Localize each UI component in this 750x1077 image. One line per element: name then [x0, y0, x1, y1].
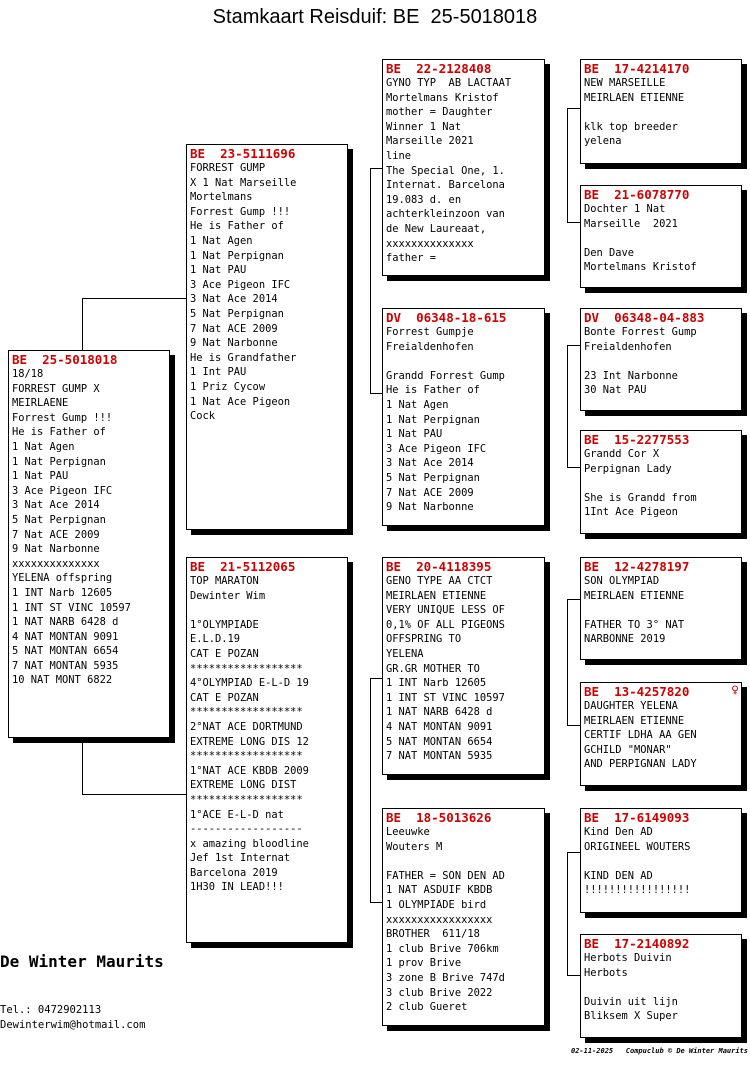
connector-line [567, 108, 568, 223]
pigeon-card-great-grandparent-3 [580, 308, 742, 411]
pedigree-line: 4°OLYMPIAD E-L-D 19 [190, 677, 309, 690]
footer-credit: 02-11-2025 Compuclub © De Winter Maurits [570, 1047, 748, 1055]
pedigree-line: xxxxxxxxxxxxxxxxx [386, 913, 493, 926]
ring-number: BE 12-4278197 [584, 559, 690, 574]
ring-number: BE 22-2128408 [386, 61, 492, 76]
pedigree-line: Marseille 2021 [584, 217, 678, 230]
pedigree-line: YELENA [386, 647, 424, 660]
pedigree-line [584, 603, 738, 618]
pedigree-line: Barcelona 2019 [190, 866, 278, 879]
pedigree-line: KIND DEN AD [584, 869, 653, 882]
pedigree-line: Freialdenhofen [386, 340, 474, 353]
pedigree-line: BROTHER 611/18 [386, 928, 480, 941]
pedigree-line [190, 603, 344, 618]
pedigree-line: Forrest Gumpje [386, 326, 474, 338]
pedigree-line: 7 NAT MONTAN 5935 [386, 750, 493, 763]
pedigree-line: line [386, 149, 412, 162]
pedigree-line: klk top breeder [584, 120, 678, 133]
pedigree-line: CERTIF LDHA AA GEN [584, 729, 697, 742]
ring-number: DV 06348-18-615 [386, 310, 507, 325]
pigeon-card-father [186, 144, 348, 530]
pedigree-line: Marseille 2021 [386, 135, 474, 148]
pedigree-line: CAT E POZAN [190, 691, 259, 704]
pedigree-line: 1 Priz Cycow [190, 380, 266, 393]
pedigree-line: ****************** [190, 662, 303, 675]
pedigree-line: ------------------ [190, 823, 303, 836]
pedigree-line: 1 INT ST VINC 10597 [386, 691, 505, 704]
pedigree-line: 3 zone B Brive 747d [386, 971, 505, 984]
pedigree-line: 10 NAT MONT 6822 [12, 674, 113, 687]
pedigree-line: 1 Nat PAU [190, 264, 247, 277]
pedigree-line: Den Dave [584, 246, 635, 259]
pedigree-line: 1 NAT NARB 6428 d [12, 616, 119, 629]
pedigree-line: Wouters M [386, 840, 443, 853]
pedigree-line: 7 Nat ACE 2009 [386, 486, 474, 499]
pedigree-line: 3 Ace Pigeon IFC [190, 278, 291, 291]
pedigree-line: 1 INT Narb 12605 [386, 677, 487, 690]
ring-number: DV 06348-04-883 [584, 310, 705, 325]
pedigree-line: Internat. Barcelona [386, 179, 505, 192]
pedigree-line: 2°NAT ACE DORTMUND [190, 720, 303, 733]
pedigree-line: 5 Nat Perpignan [190, 307, 284, 320]
pedigree-line: Cock [190, 410, 216, 423]
pedigree-line: 5 Nat Perpignan [386, 471, 480, 484]
pedigree-line: Leeuwke [386, 826, 430, 838]
pedigree-line: OFFSPRING TO [386, 633, 462, 646]
pedigree-line: TOP MARATON [190, 575, 259, 587]
pedigree-line: Winner 1 Nat [386, 120, 462, 133]
pedigree-line: 1 INT Narb 12605 [12, 586, 113, 599]
pedigree-line: 1 Nat Perpignan [386, 413, 480, 426]
pedigree-line: FATHER TO 3° NAT [584, 618, 685, 631]
connector-line [567, 599, 568, 726]
owner-phone: Tel.: 0472902113 [0, 1004, 102, 1016]
connector-line [370, 678, 371, 903]
pedigree-line: 3 Nat Ace 2014 [386, 457, 474, 470]
pedigree-line [584, 980, 738, 995]
pedigree-line: GR.GR MOTHER TO [386, 662, 480, 675]
owner-email[interactable]: Dewinterwim@hotmail.com [0, 1019, 146, 1031]
pedigree-line: MEIRLAEN ETIENNE [584, 714, 685, 727]
pedigree-line: Mortelmans Kristof [584, 261, 697, 274]
pedigree-line [584, 476, 738, 491]
pedigree-line: 1°ACE E-L-D nat [190, 808, 284, 821]
pedigree-line: father = [386, 252, 437, 265]
pedigree-line: 1 Nat PAU [12, 470, 69, 483]
female-symbol-icon: ♀ [731, 683, 739, 698]
pedigree-line: 1°NAT ACE KBDB 2009 [190, 764, 309, 777]
pedigree-line: NARBONNE 2019 [584, 633, 666, 646]
pedigree-line: NEW MARSEILLE [584, 77, 666, 89]
connector-line [567, 852, 580, 853]
pigeon-card-great-grandparent-8 [580, 934, 742, 1038]
pedigree-line: VERY UNIQUE LESS OF [386, 604, 505, 617]
pedigree-line: FORREST GUMP [190, 162, 266, 174]
pedigree-line: ORIGINEEL WOUTERS [584, 840, 691, 853]
pedigree-line: 3 Ace Pigeon IFC [12, 484, 113, 497]
pedigree-line: 4 NAT MONTAN 9091 [386, 720, 493, 733]
pedigree-line: 1 Nat Ace Pigeon [190, 395, 291, 408]
pigeon-card-maternal-grandmother [382, 808, 545, 1026]
pedigree-line: mother = Daughter [386, 106, 493, 119]
pedigree-line: 9 Nat Narbonne [190, 337, 278, 350]
pigeon-card-great-grandparent-1 [580, 59, 742, 164]
pedigree-line: ****************** [190, 750, 303, 763]
pigeon-card-great-grandparent-5 [580, 557, 742, 660]
pedigree-line: Mortelmans [190, 191, 253, 204]
connector-line [567, 345, 568, 468]
pedigree-line: 3 Nat Ace 2014 [12, 499, 100, 512]
pedigree-line: 1 NAT ASDUIF KBDB [386, 884, 493, 897]
pedigree-line: GCHILD "MONAR" [584, 743, 672, 756]
pedigree-line [584, 105, 738, 120]
connector-line [370, 902, 382, 903]
pedigree-line: 3 Nat Ace 2014 [190, 293, 278, 306]
pigeon-card-subject [8, 350, 170, 738]
pedigree-line: ****************** [190, 706, 303, 719]
pedigree-line: 7 Nat ACE 2009 [190, 322, 278, 335]
pigeon-card-paternal-grandfather [382, 59, 545, 276]
pedigree-line: MEIRLAEN ETIENNE [584, 91, 685, 104]
pedigree-line: YELENA offspring [12, 572, 113, 585]
connector-line [567, 345, 580, 346]
pedigree-line: EXTREME LONG DIST [190, 779, 297, 792]
pedigree-line: 1 Nat Perpignan [12, 455, 106, 468]
pedigree-line: de New Laureaat, [386, 222, 487, 235]
pigeon-card-paternal-grandmother [382, 308, 545, 526]
pedigree-line: He is Father of [12, 426, 106, 439]
pedigree-line: 1°OLYMPIADE [190, 618, 259, 631]
pedigree-line: Bonte Forrest Gump [584, 326, 697, 338]
pedigree-line [584, 354, 738, 369]
pedigree-line: 1 Nat Agen [12, 440, 75, 453]
pedigree-line: 7 NAT MONTAN 5935 [12, 659, 119, 672]
pedigree-line: 3 club Brive 2022 [386, 986, 493, 999]
connector-line [370, 168, 371, 394]
pedigree-line: AND PERPIGNAN LADY [584, 758, 697, 771]
connector-line [370, 168, 382, 169]
pedigree-line: Bliksem X Super [584, 1010, 678, 1023]
pedigree-line: ****************** [190, 793, 303, 806]
ring-number: BE 20-4118395 [386, 559, 492, 574]
pedigree-line [584, 854, 738, 869]
pedigree-line: X 1 Nat Marseille [190, 176, 297, 189]
pedigree-line: MEIRLAEN ETIENNE [386, 589, 487, 602]
pedigree-line: 5 NAT MONTAN 6654 [386, 735, 493, 748]
pedigree-line: Grandd Cor X [584, 448, 660, 460]
pedigree-line: Freialdenhofen [584, 340, 672, 353]
pedigree-line: 1 Nat PAU [386, 428, 443, 441]
pedigree-line: 5 Nat Perpignan [12, 513, 106, 526]
pedigree-line: Kind Den AD [584, 826, 653, 838]
pedigree-line: Dochter 1 Nat [584, 203, 666, 215]
pedigree-line: Herbots Duivin [584, 952, 672, 964]
ring-number: BE 17-6149093 [584, 810, 690, 825]
pedigree-line: MEIRLAEN ETIENNE [584, 589, 685, 602]
pedigree-line: She is Grandd from [584, 491, 697, 504]
pedigree-line: 3 Ace Pigeon IFC [386, 442, 487, 455]
ring-number: BE 17-2140892 [584, 936, 690, 951]
connector-line [82, 794, 187, 795]
pedigree-line: Forrest Gump !!! [12, 411, 113, 424]
ring-number: BE 15-2277553 [584, 432, 690, 447]
ring-number: BE 21-6078770 [584, 187, 690, 202]
pedigree-line: 1 prov Brive [386, 957, 462, 970]
pedigree-line: 2 club Gueret [386, 1001, 468, 1014]
pigeon-card-great-grandparent-6 [580, 682, 742, 786]
pedigree-line: Dewinter Wim [190, 589, 266, 602]
pedigree-line: Forrest Gump !!! [190, 205, 291, 218]
connector-line [567, 852, 568, 976]
pigeon-card-maternal-grandfather [382, 557, 545, 775]
pedigree-line: Mortelmans Kristof [386, 91, 499, 104]
pedigree-line [584, 231, 738, 246]
pedigree-line: DAUGHTER YELENA [584, 700, 678, 712]
ring-number: BE 18-5013626 [386, 810, 492, 825]
pedigree-line: 9 Nat Narbonne [386, 501, 474, 514]
pedigree-line: 1 INT ST VINC 10597 [12, 601, 131, 614]
pedigree-line: 1 Nat Agen [190, 234, 253, 247]
connector-line [567, 975, 580, 976]
pigeon-card-mother [186, 557, 348, 943]
pedigree-line: The Special One, 1. [386, 164, 505, 177]
pedigree-line: SON OLYMPIAD [584, 575, 660, 587]
pedigree-line: Jef 1st Internat [190, 852, 291, 865]
pedigree-line: He is Father of [190, 220, 284, 233]
pedigree-line: Herbots [584, 966, 628, 979]
ring-number: BE 21-5112065 [190, 559, 296, 574]
connector-line [370, 393, 382, 394]
pedigree-line [386, 354, 541, 369]
pedigree-line: 1 Int PAU [190, 366, 247, 379]
pedigree-line: 5 NAT MONTAN 6654 [12, 645, 119, 658]
pedigree-line: 1Int Ace Pigeon [584, 506, 678, 519]
pigeon-card-great-grandparent-4 [580, 430, 742, 534]
connector-line [567, 222, 580, 223]
pedigree-line: Grandd Forrest Gump [386, 369, 505, 382]
pedigree-line: 18/18 [12, 368, 44, 380]
pedigree-line: CAT E POZAN [190, 647, 259, 660]
pigeon-card-great-grandparent-7 [580, 808, 742, 913]
pedigree-line: 19.083 d. en [386, 193, 462, 206]
pedigree-line: 23 Int Narbonne [584, 369, 678, 382]
pedigree-line: 1H30 IN LEAD!!! [190, 881, 284, 894]
pedigree-line: GYNO TYP AB LACTAAT [386, 77, 512, 89]
pedigree-line: 1 OLYMPIADE bird [386, 898, 487, 911]
ring-number: BE 25-5018018 [12, 352, 118, 367]
pedigree-line: 0,1% OF ALL PIGEONS [386, 618, 505, 631]
pedigree-line: 30 Nat PAU [584, 384, 647, 397]
pedigree-line: EXTREME LONG DIS 12 [190, 735, 309, 748]
pedigree-line: 1 Nat Perpignan [190, 249, 284, 262]
pedigree-line: x amazing bloodline [190, 837, 309, 850]
pedigree-line: !!!!!!!!!!!!!!!!! [584, 884, 691, 897]
pedigree-line: achterkleinzoon van [386, 208, 505, 221]
pedigree-line: He is Father of [386, 384, 480, 397]
ring-number: BE 23-5111696 [190, 146, 296, 161]
pedigree-line: MEIRLAENE [12, 397, 69, 410]
ring-number: BE 17-4214170 [584, 61, 690, 76]
pedigree-line: 9 Nat Narbonne [12, 543, 100, 556]
pedigree-line: FATHER = SON DEN AD [386, 869, 505, 882]
ring-number: BE 13-4257820 [584, 684, 690, 699]
pedigree-line: 4 NAT MONTAN 9091 [12, 630, 119, 643]
page-title: Stamkaart Reisduif: BE 25-5018018 [212, 6, 538, 28]
pedigree-line: FORREST GUMP X [12, 382, 100, 395]
pedigree-line: yelena [584, 135, 622, 148]
connector-line [567, 599, 580, 600]
pedigree-line: Perpignan Lady [584, 462, 672, 475]
pedigree-line: He is Grandfather [190, 351, 297, 364]
pedigree-line: 1 NAT NARB 6428 d [386, 706, 493, 719]
connector-line [567, 725, 580, 726]
pedigree-line: GENO TYPE AA CTCT [386, 575, 493, 587]
connector-line [82, 298, 187, 299]
connector-line [567, 108, 580, 109]
pedigree-line: 1 Nat Agen [386, 398, 449, 411]
pedigree-line [386, 854, 541, 869]
connector-line [370, 678, 382, 679]
pedigree-line: 7 Nat ACE 2009 [12, 528, 100, 541]
pedigree-line: xxxxxxxxxxxxxx [12, 557, 100, 570]
pedigree-line: E.L.D.19 [190, 633, 241, 646]
connector-line [567, 467, 580, 468]
pedigree-line: Duivin uit lijn [584, 995, 678, 1008]
pedigree-line: xxxxxxxxxxxxxx [386, 237, 474, 250]
owner-name: De Winter Maurits [0, 952, 164, 971]
pigeon-card-great-grandparent-2 [580, 185, 742, 288]
pedigree-line: 1 club Brive 706km [386, 942, 499, 955]
